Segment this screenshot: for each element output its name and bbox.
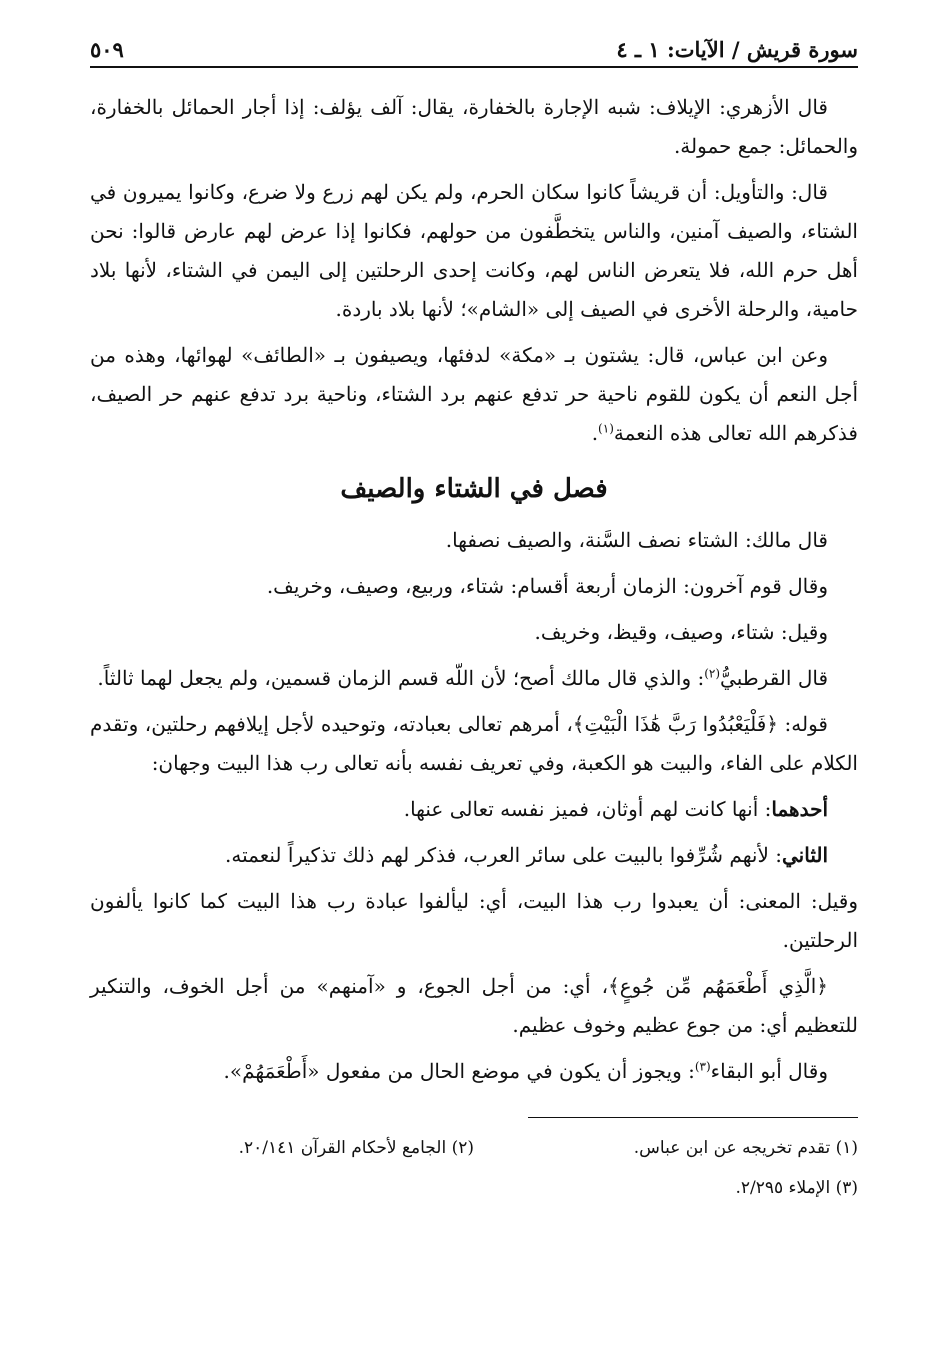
footnote-row: [90, 1168, 858, 1208]
footnote-rule: [528, 1117, 858, 1118]
page-body: [90, 88, 858, 1091]
section-heading: فصل في الشتاء والصيف: [340, 474, 608, 504]
footnote-ref-2: (٢): [704, 666, 721, 681]
paragraph-text: وعن ابن عباس، قال: يشتون بـ «مكة» لدفئها، ويصيفون بـ «الطائف» لهوائها، وهذه من أجل النعم أن يكون للقوم ناحية حر تدفع عنهم برد الشتاء، وناحية برد تدفع عنهم حر الصيف، فذكرهم الله تعالى هذه النعمة: [90, 343, 858, 445]
paragraph-tawil: قال: والتأويل: أن قريشاً كانوا سكان الحرم، ولم يكن لهم زرع ولا ضرع، وكانوا يميرون في الشتاء، والصيف آمنين، والناس يتخطَّفون من حولهم، فكانوا إذا عرض لهم عارض قالوا: نحن أهل حرم الله، فلا يتعرض الناس لهم، وكانت إحدى الرحلتين إلى اليمن في الشتاء، لأنها بلاد حامية، والرحلة الأخرى في الصيف إلى «الشام»؛ لأنها بلاد باردة.: [90, 180, 858, 321]
footnotes: [90, 1128, 858, 1208]
paragraph-text: : لأنهم شُرِّفوا بالبيت على سائر العرب، فذكر لهم ذلك تذكيراً لنعمته.: [225, 843, 782, 867]
paragraph-qiil: وقيل: شتاء، وصيف، وقيظ، وخريف.: [534, 620, 828, 644]
paragraph-verse-4: ﴿الَّذِي أَطْعَمَهُم مِّن جُوعٍ﴾، أي: من أجل الجوع، و «آمنهم» من أجل الخوف، والتنكير للتعظيم أي: من جوع عظيم وخوف عظيم.: [90, 974, 858, 1037]
footnote-1: (١) تقدم تخريجه عن ابن عباس.: [633, 1138, 858, 1158]
page-header: [90, 28, 858, 62]
footnote-3: (٣) الإملاء ٢/٢٩٥.: [735, 1178, 858, 1198]
paragraph-azhari: قال الأزهري: الإيلاف: شبه الإجارة بالخفارة، يقال: آلف يؤلف: إذا أجار الحمائل بالخفارة، والحمائل: جمع حمولة.: [90, 95, 858, 158]
paragraph-text: قال القرطبيُّ: [720, 666, 828, 690]
paragraph-malik: قال مالك: الشتاء نصف السَّنة، والصيف نصفها.: [445, 528, 828, 552]
paragraph-text: وقال أبو البقاء: [710, 1059, 828, 1083]
aspect-label: أحدهما: [771, 797, 828, 821]
paragraph-text: : أنها كانت لهم أوثان، فميز نفسه تعالى عنها.: [403, 797, 772, 821]
paragraph-meaning: وقيل: المعنى: أن يعبدوا رب هذا البيت، أي: ليألفوا عبادة رب هذا البيت كما كانوا يألفون الرحلتين.: [90, 889, 858, 952]
aspect-label: الثاني: [781, 843, 828, 867]
footnote-row: [90, 1128, 858, 1168]
page-number: ٥٠٩: [90, 37, 124, 62]
paragraph-qurtubi: [90, 659, 858, 698]
paragraph-ibn-abbas: [90, 336, 858, 453]
paragraph-four-seasons: وقال قوم آخرون: الزمان أربعة أقسام: شتاء، وربيع، وصيف، وخريف.: [266, 574, 828, 598]
footnote-ref-3: (٣): [694, 1059, 711, 1074]
footnote-ref-1: (١): [598, 421, 614, 436]
paragraph-verse-3: قوله: ﴿فَلْيَعْبُدُوا رَبَّ هَٰذَا الْبَيْتِ﴾، أمرهم تعالى بعبادته، وتوحيده لأجل إيلافهم رحلتين، وتقدم الكلام على الفاء، والبيت هو الكعبة، وفي تعريف نفسه بأنه تعالى رب هذا البيت وجهان:: [90, 712, 858, 775]
paragraph-second-aspect: [90, 836, 858, 875]
running-title: سورة قريش / الآيات: ١ ـ ٤: [616, 37, 858, 62]
paragraph-end: .: [591, 421, 599, 445]
paragraph-text: : والذي قال مالك أصح؛ لأن اللّه قسم الزمان قسمين، ولم يجعل لهما ثالثاً.: [97, 666, 705, 690]
header-rule: [90, 66, 858, 68]
paragraph-first-aspect: [90, 790, 858, 829]
footnote-2: (٢) الجامع لأحكام القرآن ٢٠/١٤١.: [238, 1138, 474, 1158]
paragraph-abu-baqa: [90, 1052, 858, 1091]
page: [90, 28, 858, 1208]
paragraph-text: : ويجوز أن يكون في موضع الحال من مفعول «أَطْعَمَهُمْ».: [223, 1059, 695, 1083]
